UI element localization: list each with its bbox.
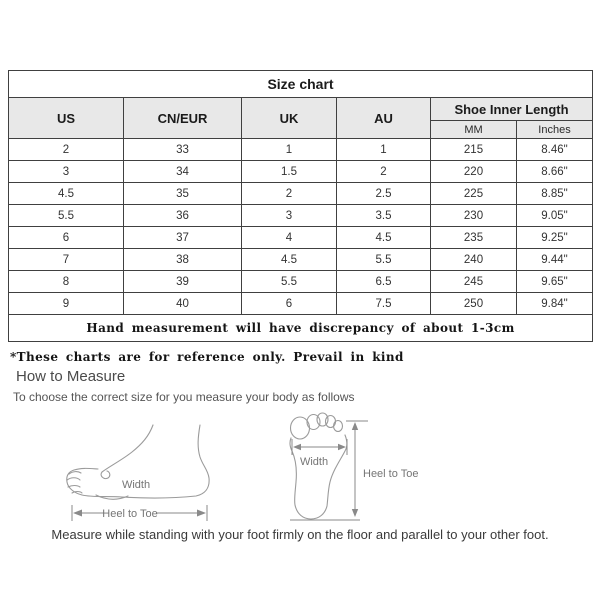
size-table-body: [9, 139, 593, 315]
table-cell: 4.5: [9, 183, 124, 205]
table-cell: 8: [9, 271, 124, 293]
table-cell: 40: [124, 293, 242, 315]
table-cell: 36: [124, 205, 242, 227]
table-cell: 230: [431, 205, 517, 227]
table-cell: 9.25": [517, 227, 593, 249]
heel-toe-label-side: Heel to Toe: [102, 508, 158, 520]
table-cell: 37: [124, 227, 242, 249]
table-cell: 2.5: [337, 183, 431, 205]
table-cell: 3: [242, 205, 337, 227]
reference-footnote: *These charts are for reference only. Prevail in kind: [10, 350, 404, 364]
table-cell: 245: [431, 271, 517, 293]
inches-header: Inches: [517, 121, 593, 139]
column-header-cneur: CN/EUR: [124, 98, 242, 139]
table-cell: 4.5: [337, 227, 431, 249]
column-header-us: US: [9, 98, 124, 139]
measure-subtitle: To choose the correct size for you measure your body as follows: [13, 390, 355, 404]
table-row: [9, 139, 593, 161]
table-row: [9, 271, 593, 293]
table-cell: 250: [431, 293, 517, 315]
table-cell: 6: [9, 227, 124, 249]
table-cell: 1: [242, 139, 337, 161]
inner-length-header: Shoe Inner Length: [431, 98, 593, 121]
table-cell: 240: [431, 249, 517, 271]
side-foot-drawing: [67, 425, 209, 521]
table-cell: 2: [9, 139, 124, 161]
table-cell: 220: [431, 161, 517, 183]
table-cell: 225: [431, 183, 517, 205]
heel-to-toe-arrow-top: [290, 421, 418, 520]
table-cell: 8.66": [517, 161, 593, 183]
width-label-top: Width: [299, 456, 329, 468]
heel-toe-label-top: Heel to Toe: [363, 468, 419, 480]
table-cell: 7: [9, 249, 124, 271]
table-cell: 3: [9, 161, 124, 183]
table-row: [9, 249, 593, 271]
measurement-note: Hand measurement will have discrepancy of about 1-3cm: [9, 315, 593, 342]
measure-caption: Measure while standing with your foot firmly on the floor and parallel to your other foot.: [51, 527, 549, 542]
foot-measure-diagram: [52, 402, 432, 542]
column-header-uk: UK: [242, 98, 337, 139]
table-cell: 8.85": [517, 183, 593, 205]
table-row: [9, 293, 593, 315]
width-label-side: Width: [121, 479, 151, 491]
table-cell: 5.5: [9, 205, 124, 227]
table-cell: 9.05": [517, 205, 593, 227]
table-title: Size chart: [9, 71, 593, 98]
table-cell: 5.5: [242, 271, 337, 293]
table-row: [9, 227, 593, 249]
table-cell: 39: [124, 271, 242, 293]
table-cell: 5.5: [337, 249, 431, 271]
table-cell: 9: [9, 293, 124, 315]
table-cell: 1.5: [242, 161, 337, 183]
how-to-measure-heading: How to Measure: [16, 368, 126, 385]
table-cell: 1: [337, 139, 431, 161]
table-row: [9, 183, 593, 205]
column-header-au: AU: [337, 98, 431, 139]
table-cell: 4: [242, 227, 337, 249]
table-cell: 34: [124, 161, 242, 183]
top-foot-drawing: [290, 413, 419, 520]
table-cell: 6: [242, 293, 337, 315]
table-cell: 6.5: [337, 271, 431, 293]
table-cell: 235: [431, 227, 517, 249]
table-cell: 7.5: [337, 293, 431, 315]
heel-to-toe-arrow-side: [72, 505, 207, 521]
table-row: [9, 161, 593, 183]
table-cell: 4.5: [242, 249, 337, 271]
table-cell: 8.46": [517, 139, 593, 161]
table-row: [9, 205, 593, 227]
table-cell: 38: [124, 249, 242, 271]
table-cell: 9.44": [517, 249, 593, 271]
mm-header: MM: [431, 121, 517, 139]
size-chart-table: [8, 70, 593, 342]
table-cell: 9.65": [517, 271, 593, 293]
table-cell: 2: [337, 161, 431, 183]
table-cell: 3.5: [337, 205, 431, 227]
table-cell: 2: [242, 183, 337, 205]
table-cell: 35: [124, 183, 242, 205]
table-cell: 9.84": [517, 293, 593, 315]
table-cell: 215: [431, 139, 517, 161]
width-arrow-top: [292, 439, 347, 468]
table-cell: 33: [124, 139, 242, 161]
